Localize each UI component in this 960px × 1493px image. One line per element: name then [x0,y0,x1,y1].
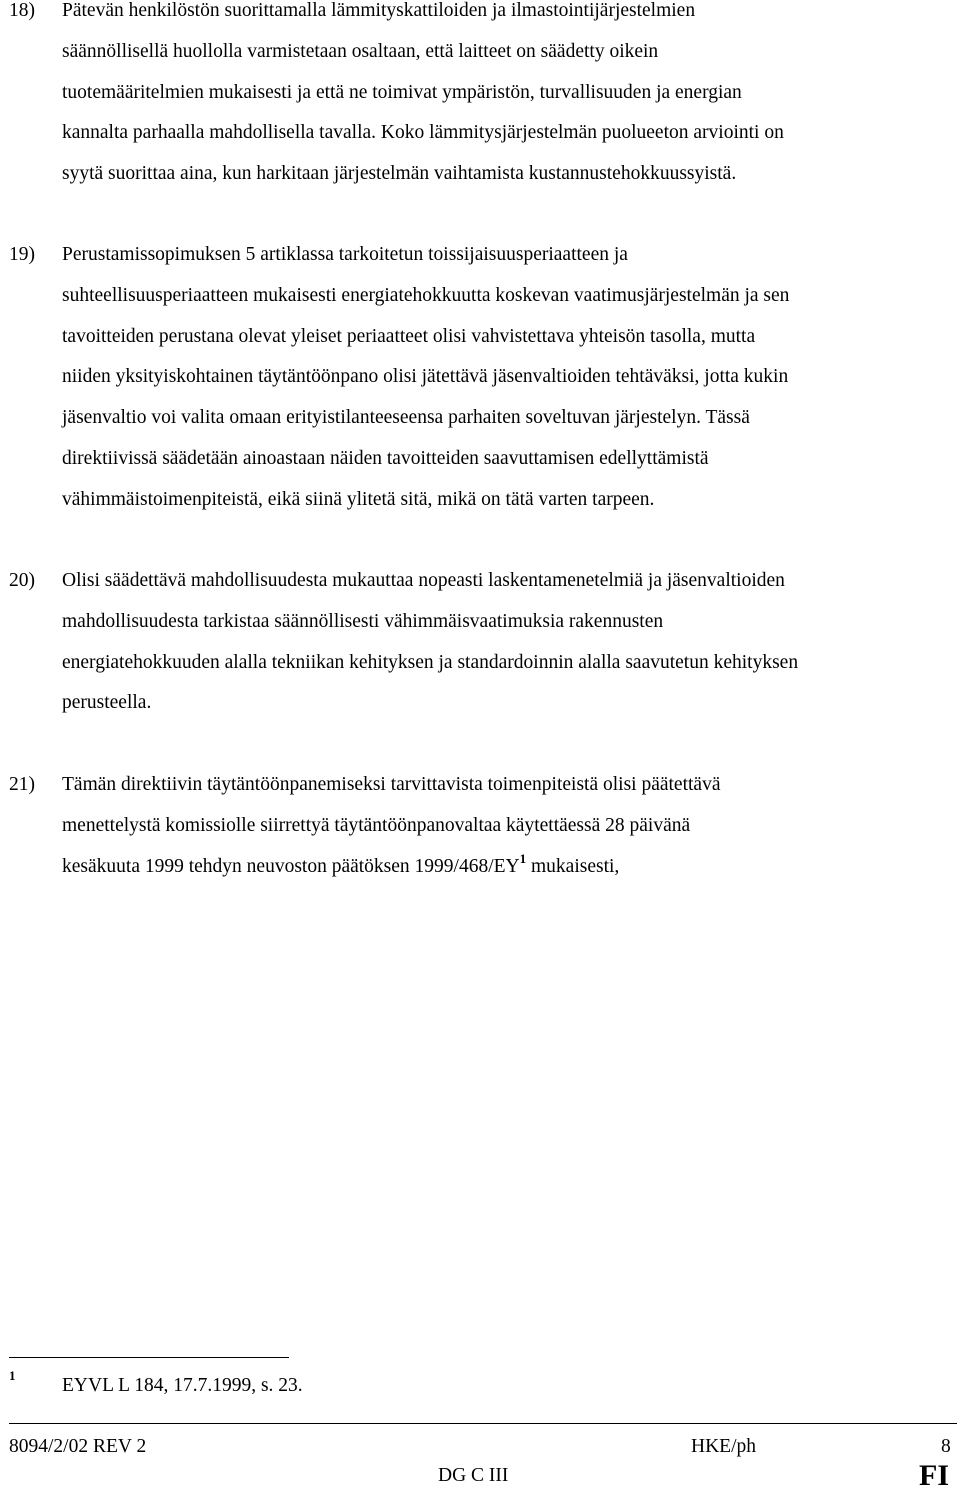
text-line: menettelystä komissiolle siirrettyä täytäntöönpanovaltaa käytettäessä 28 päivänä [62,814,691,836]
footnote-text: EYVL L 184, 17.7.1999, s. 23. [62,1375,303,1396]
footer-divider [9,1423,957,1424]
text-line: syytä suorittaa aina, kun harkitaan järjestelmän vaihtamista kustannustehokkuussyistä. [62,163,737,185]
text-line: mahdollisuudesta tarkistaa säännöllisesti vähimmäisvaatimuksia rakennusten [62,610,664,632]
footnote-divider [9,1357,289,1358]
text-line: niiden yksityiskohtainen täytäntöönpano olisi jätettävä jäsenvaltioiden tehtäväksi, jotta kukin [62,366,789,388]
text-line: jäsenvaltio voi valita omaan erityistilanteeseensa parhaiten soveltuvan järjestelyn. Tässä [62,407,750,429]
text-segment: kesäkuuta 1999 tehdyn neuvoston päätöksen 1999/468/EY [62,855,520,877]
page-footer [0,1432,960,1492]
text-line: direktiivissä säädetään ainoastaan näiden tavoitteiden saavuttamisen edellyttämistä [62,447,709,469]
text-line: Perustamissopimuksen 5 artiklassa tarkoitetun toissijaisuusperiaatteen ja [62,244,628,265]
paragraph-19 [0,235,960,521]
paragraph-20 [0,561,960,725]
paragraph-number: 18) [9,0,35,21]
paragraph-21 [0,765,960,888]
paragraph-18 [0,0,960,195]
text-line-with-footnote [62,847,954,888]
text-line: tuotemääritelmien mukaisesti ja että ne toimivat ympäristön, turvallisuuden ja energian [62,81,742,103]
text-line: säännöllisellä huollolla varmistetaan osaltaan, että laitteet on säädetty oikein [62,40,659,62]
language-code: FI [919,1459,949,1492]
text-line: vähimmäistoimenpiteistä, eikä siinä ylitetä sitä, mikä on tätä varten tarpeen. [62,488,655,510]
document-reference: 8094/2/02 REV 2 [9,1436,147,1457]
text-line: suhteellisuusperiaatteen mukaisesti energiatehokkuutta koskevan vaatimusjärjestelmän ja sen [62,284,790,306]
paragraph-text [62,765,954,887]
text-line: Olisi säädettävä mahdollisuudesta mukauttaa nopeasti laskentamenetelmiä ja jäsenvaltioiden [62,570,785,591]
text-line: Tämän direktiivin täytäntöönpanemiseksi tarvittavista toimenpiteistä olisi päätettävä [62,774,721,795]
text-line: perusteella. [62,692,152,714]
text-segment: mukaisesti, [526,855,620,877]
paragraph-text [62,0,954,195]
text-line: Pätevän henkilöstön suorittamalla lämmityskattiloiden ja ilmastointijärjestelmien [62,0,696,21]
author-code: HKE/ph [691,1436,756,1457]
footnote [0,1368,960,1404]
paragraph-number: 20) [9,570,35,591]
paragraph-number: 19) [9,244,35,265]
directorate-general: DG C III [438,1465,509,1486]
text-line: kannalta parhaalla mahdollisella tavalla. Koko lämmitysjärjestelmän puolueeton arviointi on [62,122,784,144]
footnote-mark: 1 [9,1368,16,1383]
paragraph-text [62,235,954,521]
paragraph-number: 21) [9,774,35,795]
footnote-reference[interactable]: 1 [519,850,527,866]
text-line: tavoitteiden perustana olevat yleiset periaatteet olisi vahvistettava yhteisön tasolla, mutta [62,325,756,347]
page-number: 8 [941,1436,951,1457]
text-line: energiatehokkuuden alalla tekniikan kehityksen ja standardoinnin alalla saavutetun kehityksen [62,651,799,673]
paragraph-text [62,561,954,724]
